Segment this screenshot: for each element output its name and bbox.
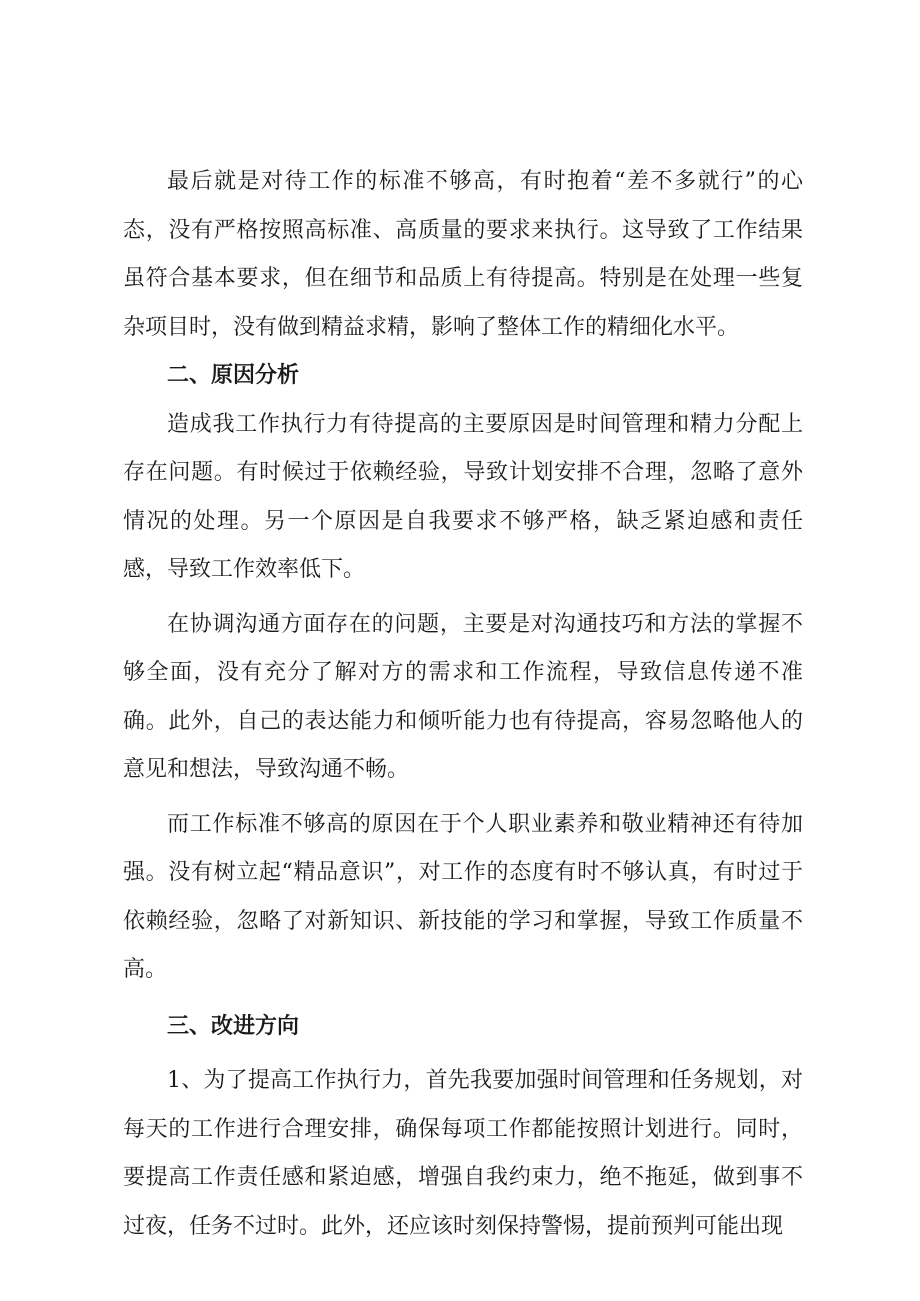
paragraph-standard-cause: 而工作标准不够高的原因在于个人职业素养和敬业精神还有待加强。没有树立起“精品意识”，对工作的态度有时不够认真，有时过于依赖经验，忽略了对新知识、新技能的学习和掌握，导致工作质量不高。: [123, 811, 803, 982]
document-body: [123, 158, 803, 1251]
paragraph-execution-cause: 造成我工作执行力有待提高的主要原因是时间管理和精力分配上存在问题。有时候过于依赖经验，导致计划安排不合理，忽略了意外情况的处理。另一个原因是自我要求不够严格，缺乏紧迫感和责任感，导致工作效率低下。: [123, 411, 803, 582]
section-heading-cause-analysis: 二、原因分析: [167, 363, 300, 388]
paragraph-work-standard: 最后就是对待工作的标准不够高，有时抱着“差不多就行”的心态，没有严格按照高标准、高质量的要求来执行。这导致了工作结果虽符合基本要求，但在细节和品质上有待提高。特别是在处理一些复杂项目时，没有做到精益求精，影响了整体工作的精细化水平。: [123, 169, 803, 340]
paragraph-communication-cause: 在协调沟通方面存在的问题，主要是对沟通技巧和方法的掌握不够全面，没有充分了解对方的需求和工作流程，导致信息传递不准确。此外，自己的表达能力和倾听能力也有待提高，容易忽略他人的意见和想法，导致沟通不畅。: [123, 611, 803, 782]
paragraph-improvement-1: 1、为了提高工作执行力，首先我要加强时间管理和任务规划，对每天的工作进行合理安排，确保每项工作都能按照计划进行。同时，要提高工作责任感和紧迫感，增强自我约束力，绝不拖延，做到事不过夜，任务不过时。此外，还应该时刻保持警惕，提前预判可能出现: [123, 1068, 803, 1239]
section-heading-improvement: 三、改进方向: [167, 1013, 300, 1039]
